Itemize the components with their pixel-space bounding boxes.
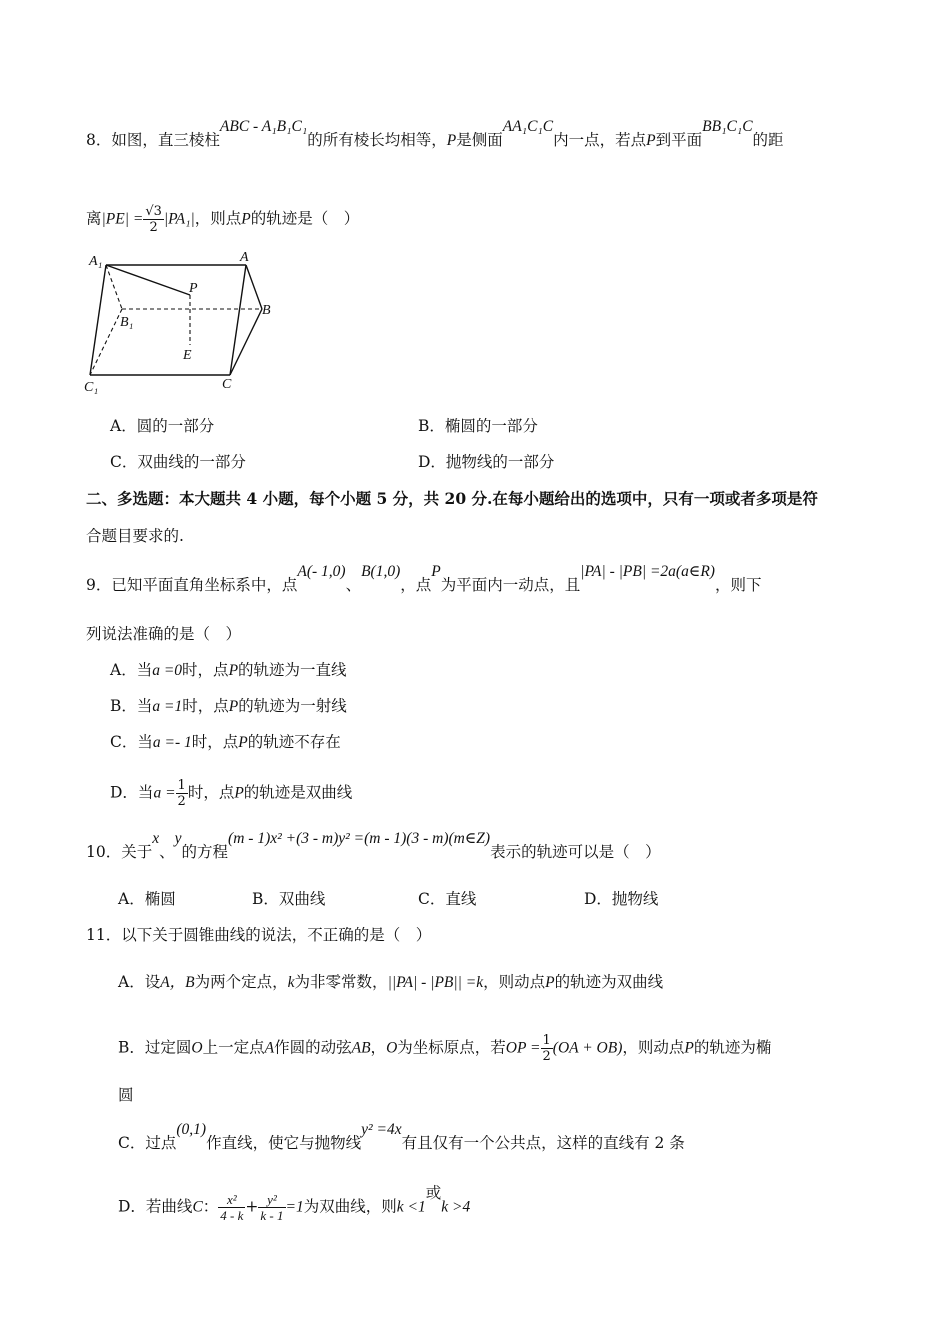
- q11-text: ：: [202, 1197, 219, 1216]
- q8-text: 的轨迹是（ ）: [250, 209, 360, 228]
- q11-text: D．若曲线: [118, 1197, 193, 1216]
- q11-eq-right: (OA + OB): [552, 1039, 623, 1057]
- q8-face2: BB₁C₁C: [702, 118, 753, 135]
- q8-point-p: P: [446, 132, 457, 149]
- q9-frac-den: 2: [177, 794, 186, 809]
- section2-line2: 合题目要求的.: [86, 527, 184, 545]
- q8-prism: ABC - A₁B₁C₁: [219, 118, 308, 135]
- q9-cond: a =: [153, 784, 176, 802]
- q9-condition: |PA| - |PB| =2a(a∈R): [580, 563, 715, 580]
- q11-stem: 11．以下关于圆锥曲线的说法，不正确的是（ ）: [86, 926, 432, 944]
- prism-svg: [82, 248, 282, 398]
- q8-text: ，则点: [194, 209, 242, 228]
- q8-text: 的所有棱长均相等，: [307, 131, 447, 149]
- q11-eq: =1: [285, 1198, 304, 1216]
- q10-option-c[interactable]: C．直线: [418, 890, 477, 908]
- q9-text: 、: [345, 576, 362, 594]
- q11-or: 或: [425, 1183, 442, 1202]
- q10-text: 、: [159, 843, 175, 861]
- q9-fraction: [176, 778, 188, 809]
- q8-text: 离: [86, 209, 102, 228]
- label-b: B: [262, 303, 271, 318]
- q11-eq: ||PA| - |PB|| =k: [387, 974, 484, 991]
- q11-text: 作直线，使它与抛物线: [206, 1134, 362, 1152]
- label-p: P: [189, 281, 198, 296]
- q8-eq-left: |PE| =: [101, 210, 144, 228]
- q11-fraction: [541, 1033, 553, 1064]
- q8-frac-num: √3: [145, 204, 162, 219]
- q9-text: 时，点: [187, 783, 235, 802]
- q8-number: 8．: [86, 131, 112, 149]
- q11-option-d[interactable]: [118, 1183, 471, 1223]
- q11-text: 为双曲线，则: [303, 1197, 397, 1216]
- q9-text: 9．已知平面直角坐标系中，点: [86, 576, 298, 594]
- q9-option-c[interactable]: [110, 732, 341, 753]
- q9-line2: 列说法准确的是（ ）: [86, 625, 242, 643]
- q9-cond: a =0: [152, 662, 183, 679]
- label-c: C: [222, 377, 232, 392]
- q8-text: 的距: [752, 131, 784, 149]
- q9-point-b: B(1,0): [361, 563, 401, 580]
- q9-text: B．当: [110, 697, 153, 715]
- label-e: E: [183, 348, 192, 363]
- q11-frac1-num: x²: [218, 1192, 245, 1208]
- q11-frac2-num: y²: [258, 1192, 285, 1208]
- q11-frac-den: 2: [542, 1049, 551, 1064]
- q11-frac2: [258, 1192, 285, 1223]
- q8-line2: [86, 204, 359, 235]
- q9-text: 的轨迹为一直线: [238, 661, 347, 679]
- q11-option-b[interactable]: [118, 1033, 771, 1064]
- q9-frac-num: 1: [177, 778, 186, 793]
- q11-var-a: A: [264, 1039, 275, 1057]
- q11-point-p: P: [684, 1039, 694, 1057]
- q11-vars: A，B: [160, 974, 195, 991]
- q10-equation: (m - 1)x² +(3 - m)y² =(m - 1)(3 - m)(m∈Z): [228, 830, 491, 847]
- q11-text: 为两个定点，: [194, 973, 288, 991]
- q11-text: 的轨迹为双曲线: [554, 973, 664, 991]
- section2-line1: 二、多选题：本大题共 4 小题，每个小题 5 分，共 20 分.在每小题给出的选项中，只有一项或者多项是符: [86, 489, 818, 508]
- q10-text: 的方程: [181, 843, 229, 861]
- edge-a1-c1: [90, 265, 106, 375]
- q11-point-p: P: [545, 974, 555, 991]
- q9-point-p: P: [238, 734, 248, 751]
- q9-text: 的轨迹为一射线: [238, 697, 347, 715]
- q11-point: (0,1): [176, 1121, 207, 1138]
- q9-text: 时，点: [182, 661, 229, 679]
- q8-line1: [86, 118, 784, 151]
- label-a1: A₁: [89, 254, 103, 269]
- q8-option-a[interactable]: A．圆的一部分: [110, 417, 215, 435]
- q11-var-c: C: [192, 1198, 203, 1216]
- q8-intro: 如图，直三棱柱: [111, 131, 220, 149]
- q8-point-p: P: [646, 132, 656, 149]
- q10-var-x: x: [152, 830, 160, 847]
- segment-a1-p: [106, 265, 190, 295]
- q11-var-o: O: [386, 1039, 398, 1057]
- q8-point-p: P: [241, 210, 251, 228]
- q10-line1: [86, 830, 661, 863]
- q11-var-o: O: [191, 1039, 203, 1057]
- q11-frac1: [218, 1192, 245, 1223]
- q9-text: 为平面内一动点，且: [440, 576, 581, 594]
- q11-text: ，则动点: [622, 1038, 685, 1057]
- q9-text: 的轨迹不存在: [247, 733, 341, 751]
- q8-text: 内一点，若点: [553, 131, 647, 149]
- q9-text: ，则下: [714, 576, 762, 594]
- q10-text: 10．关于: [86, 843, 153, 861]
- q9-text: ，点: [400, 576, 432, 594]
- label-b1: B₁: [120, 315, 134, 330]
- q11-text: 的轨迹为椭: [693, 1038, 772, 1057]
- q11-cond2: k >4: [441, 1198, 471, 1216]
- q9-cond: a =1: [152, 698, 183, 715]
- q9-text: 的轨迹是双曲线: [243, 783, 353, 802]
- q9-point-p: P: [228, 662, 239, 679]
- q9-point-a: A(- 1,0): [297, 563, 346, 580]
- q8-frac-den: 2: [149, 220, 158, 235]
- q11-text: 作圆的动弦: [274, 1038, 352, 1057]
- q9-option-b[interactable]: [110, 696, 347, 717]
- q8-face1: AA₁C₁C: [502, 118, 554, 135]
- q9-text: 时，点: [182, 697, 229, 715]
- q11-text: C．过点: [118, 1134, 177, 1152]
- q8-fraction: [143, 204, 164, 235]
- q10-option-b[interactable]: B．双曲线: [252, 890, 326, 908]
- q9-cond: a =- 1: [152, 734, 192, 751]
- q9-option-d[interactable]: [110, 778, 352, 809]
- q11-var-k: k: [287, 974, 295, 991]
- q9-text: A．当: [110, 661, 153, 679]
- q11-option-b-line2: 圆: [118, 1086, 134, 1104]
- q8-option-d[interactable]: D．抛物线的一部分: [418, 453, 555, 471]
- q10-option-a[interactable]: A．椭圆: [118, 890, 176, 908]
- q10-var-y: y: [174, 830, 182, 847]
- edge-a1-b1: [106, 265, 122, 309]
- q9-point-p: P: [228, 698, 239, 715]
- edge-a-b: [246, 265, 262, 309]
- q11-option-a[interactable]: [118, 972, 663, 993]
- label-c1: C₁: [84, 380, 99, 395]
- q9-point-p: P: [234, 784, 244, 802]
- q11-frac2-den: k - 1: [260, 1208, 284, 1223]
- label-a: A: [240, 250, 249, 265]
- q9-line1: [86, 563, 762, 596]
- q9-text: D．当: [110, 783, 154, 802]
- q9-text: C．当: [110, 733, 153, 751]
- q11-plus: +: [245, 1197, 259, 1216]
- q11-option-c[interactable]: [118, 1121, 685, 1154]
- q8-text: 到平面: [655, 131, 703, 149]
- q11-frac-num: 1: [542, 1033, 551, 1048]
- q11-text: 有且仅有一个公共点，这样的直线有 2 条: [401, 1134, 685, 1152]
- q8-eq-right: |PA₁|: [163, 210, 195, 228]
- q11-cond1: k <1: [396, 1198, 426, 1216]
- q9-text: 时，点: [191, 733, 239, 751]
- q11-text: B．过定圆: [118, 1038, 192, 1057]
- q11-text: ，: [370, 1038, 387, 1057]
- prism-figure: [82, 248, 282, 398]
- q11-parabola: y² =4x: [361, 1121, 402, 1138]
- q8-option-c[interactable]: C．双曲线的一部分: [110, 453, 246, 471]
- q11-frac1-den: 4 - k: [220, 1208, 244, 1223]
- q11-text: 为非零常数，: [294, 973, 388, 991]
- q10-text: 表示的轨迹可以是（ ）: [490, 843, 661, 861]
- q11-text: ，则动点: [483, 973, 546, 991]
- q9-option-a[interactable]: [110, 660, 347, 681]
- q8-option-b[interactable]: B．椭圆的一部分: [418, 417, 538, 435]
- q9-point-p: P: [431, 563, 441, 580]
- q11-var-ab: AB: [351, 1039, 371, 1057]
- q11-text: 上一定点: [202, 1038, 265, 1057]
- q11-eq-left: OP =: [505, 1039, 541, 1057]
- q11-text: A．设: [118, 973, 161, 991]
- q8-text: 是侧面: [456, 131, 503, 149]
- q11-text: 为坐标原点，若: [397, 1038, 506, 1057]
- q10-option-d[interactable]: D．抛物线: [584, 890, 659, 908]
